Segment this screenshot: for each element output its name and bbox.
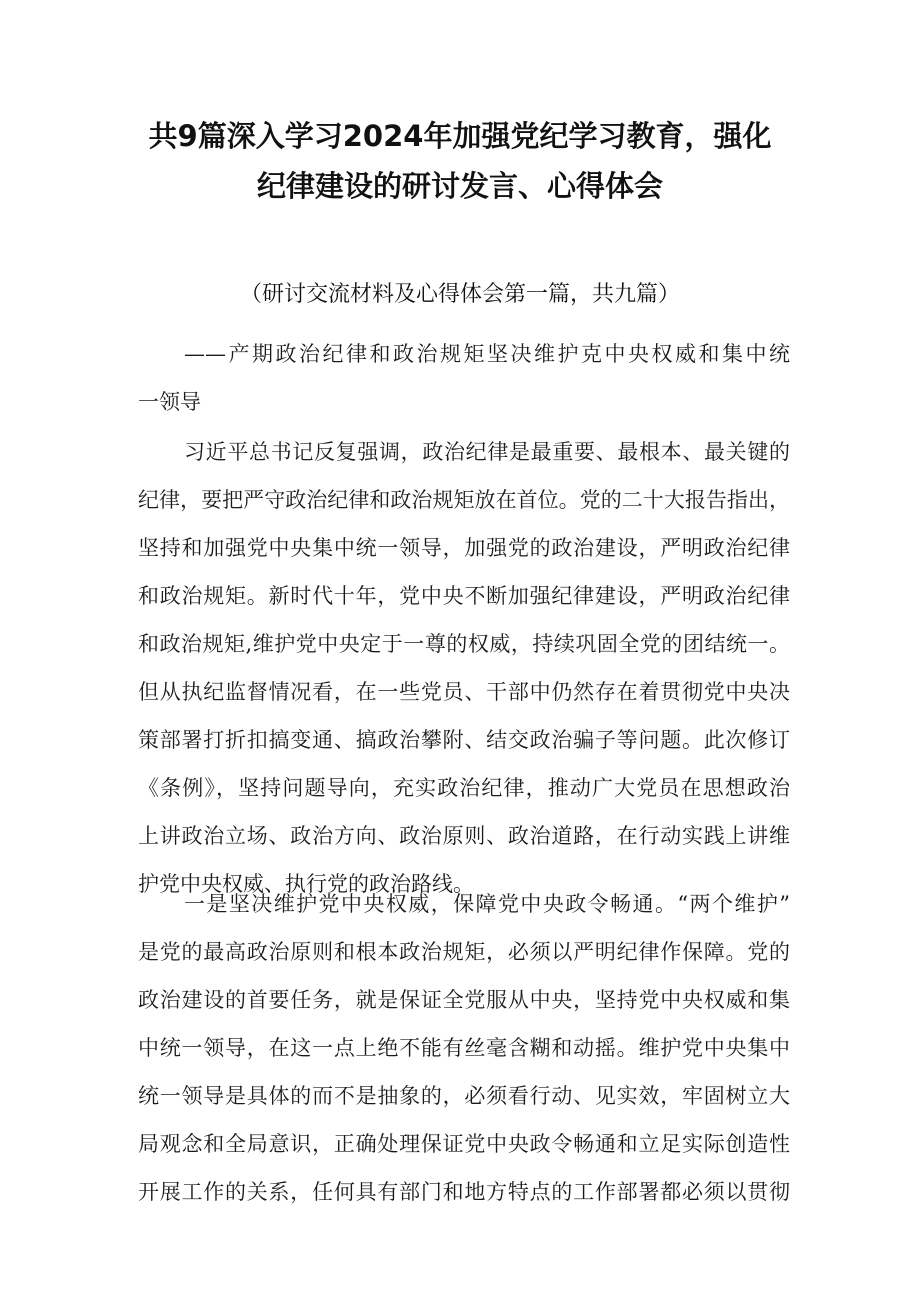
paragraph-line: 坚持和加强党中央集中统一领导，加强党的政治建设，严明政治纪律 [138,536,790,560]
paragraph-line: 但从执纪监督情况看，在一些党员、干部中仍然存在着贯彻党中央决 [138,680,790,704]
paragraph-line: 一是坚决维护党中央权威，保障党中央政令畅通。“两个维护” [184,892,790,916]
paragraph-line: 开展工作的关系，任何具有部门和地方特点的工作部署都必须以贯彻 [138,1180,790,1204]
paragraph-line: 政治建设的首要任务，就是保证全党服从中央，坚持党中央权威和集 [138,988,790,1012]
paragraph-line: 习近平总书记反复强调，政治纪律是最重要、最根本、最关键的 [184,440,790,464]
theme-line: ——产期政治纪律和政治规矩坚决维护克中央权威和集中统 [184,342,790,366]
document-title-line-2: 纪律建设的研讨发言、心得体会 [256,169,663,203]
paragraph-line: 中统一领导，在这一点上绝不能有丝毫含糊和动摇。维护党中央集中 [138,1036,790,1060]
paragraph-line: 和政治规矩,维护党中央定于一尊的权威，持续巩固全党的团结统一。 [138,632,790,656]
paragraph-1 [138,428,790,908]
paragraph-line: 局观念和全局意识，正确处理保证党中央政令畅通和立足实际创造性 [138,1132,790,1156]
paragraph-line: 策部署打折扣搞变通、搞政治攀附、结交政治骗子等问题。此次修订 [138,728,790,752]
theme-heading [138,330,790,426]
document-title-line-1: 共9篇深入学习2024年加强党纪学习教育，强化 [148,119,772,153]
paragraph-2 [138,880,790,1216]
paragraph-line: 护党中央权威、执行党的政治路线。 [138,872,474,896]
paragraph-line: 上讲政治立场、政治方向、政治原则、政治道路，在行动实践上讲维 [138,824,790,848]
paragraph-line: 是党的最高政治原则和根本政治规矩，必须以严明纪律作保障。党的 [138,940,790,964]
paragraph-line: 《条例》，坚持问题导向，充实政治纪律，推动广大党员在思想政治 [138,776,790,800]
theme-line: 一领导 [138,390,201,414]
document-subtitle: （研讨交流材料及心得体会第一篇，共九篇） [239,282,680,307]
paragraph-line: 统一领导是具体的而不是抽象的，必须看行动、见实效，牢固树立大 [138,1084,790,1108]
paragraph-line: 纪律，要把严守政治纪律和政治规矩放在首位。党的二十大报告指出， [138,488,790,512]
paragraph-line: 和政治规矩。新时代十年，党中央不断加强纪律建设，严明政治纪律 [138,584,790,608]
